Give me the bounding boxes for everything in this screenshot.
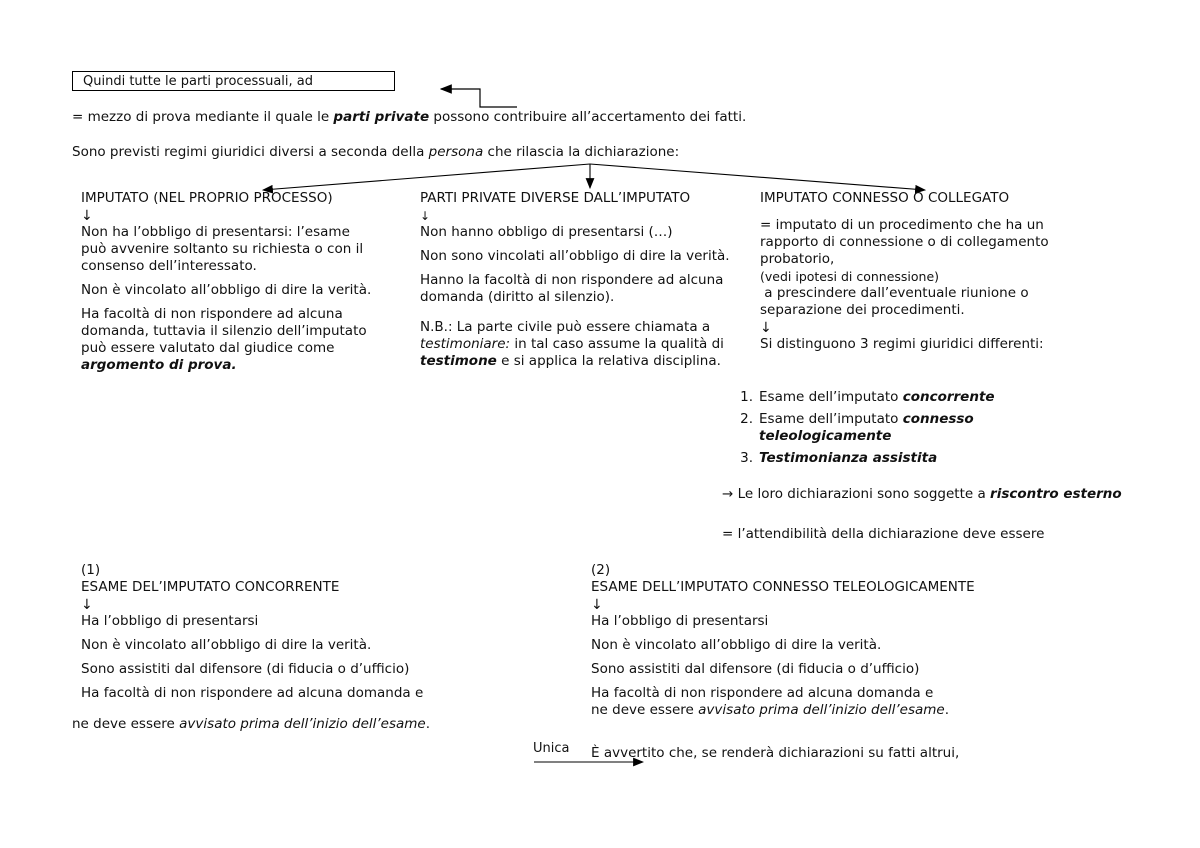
column-imputato-title: IMPUTATO (NEL PROPRIO PROCESSO) [81,190,333,206]
arrow-to-imputato-connesso [590,164,925,190]
p4b-suffix: . [944,702,950,718]
section-1-number: (1) [81,562,101,578]
section-1-p3: Sono assistiti dal difensore (di fiducia o d’ufficio) [81,661,410,677]
column-imputato-p2: Non è vincolato all’obbligo di dire la verità. [81,282,372,298]
p4b-italic: avvisato prima dell’inizio dell’esame [179,716,426,732]
column-imputato-connesso-small: (vedi ipotesi di connessione) [760,269,940,284]
intro-line [72,144,972,161]
p3-bold: argomento di prova. [81,357,237,373]
down-arrow-icon: ↓ [591,597,603,613]
box-pointer-arrow [441,89,517,107]
section-imputato-connesso-teleologicamente [591,562,1071,719]
column-imputato-connesso-regimes: Si distinguono 3 regimi giuridici differenti: [760,336,1044,352]
column-imputato-connesso-def2: a prescindere dall’eventuale riunione o separazione dei procedimenti. [760,285,1033,318]
note-bold: riscontro esterno [990,486,1122,502]
down-arrow-icon: ↓ [81,597,93,613]
intro-italic: persona [428,144,484,160]
p4b-italic: avvisato prima dell’inizio dell’esame [698,702,945,718]
p3-prefix: Ha facoltà di non rispondere ad alcuna domanda, tuttavia il silenzio dell’imputato può essere valutato dal giudice come [81,306,367,356]
column-imputato-connesso [760,190,1085,359]
column-parti-private-nb [420,319,750,370]
section-2-title: ESAME DELL’IMPUTATO CONNESSO TELEOLOGICAMENTE [591,579,975,595]
p4b-prefix: ne deve essere [591,702,699,718]
section-2-p1: Ha l’obbligo di presentarsi [591,613,769,629]
section-2-p4b [591,702,1071,719]
regimes-list [727,389,1057,467]
nb-italic: testimoniare: [420,336,511,352]
nb-1: N.B.: La parte civile può essere chiamata a [420,319,711,335]
regime-bold: connesso teleologicamente [759,411,974,444]
section-2-p4a: Ha facoltà di non rispondere ad alcuna domanda e [591,685,934,701]
note-prefix: Le loro dichiarazioni sono soggette a [733,486,991,502]
unica-label: Unica [533,741,570,756]
section-1-p4a: Ha facoltà di non rispondere ad alcuna domanda e [81,685,424,701]
section-1-p1: Ha l’obbligo di presentarsi [81,613,259,629]
column-parti-private-title: PARTI PRIVATE DIVERSE DALL’IMPUTATO [420,190,691,206]
column-parti-private-p2: Non sono vincolati all’obbligo di dire la verità. [420,248,730,264]
intro-prefix: Sono previsti regimi giuridici diversi a seconda della [72,144,429,160]
section-imputato-concorrente [81,562,521,702]
regime-item [727,450,1057,467]
p4b-prefix: ne deve essere [72,716,180,732]
down-arrow-icon: ↓ [760,320,772,336]
column-parti-private-p1: Non hanno obbligo di presentarsi (…) [420,224,673,240]
column-imputato-connesso-title: IMPUTATO CONNESSO O COLLEGATO [760,190,1010,206]
riscontro-note [722,485,1122,504]
arrow-to-imputato [263,164,590,190]
section-2-last-line: È avvertito che, se renderà dichiarazioni su fatti altrui, [591,745,960,761]
section-1-p2: Non è vincolato all’obbligo di dire la verità. [81,637,372,653]
nb-2: in tal caso assume la qualità di [510,336,724,352]
down-arrow-icon: ↓ [81,208,93,224]
definition-bold: parti private [333,109,430,125]
section-2-p3: Sono assistiti dal difensore (di fiducia o d’ufficio) [591,661,920,677]
attendibilita-note: = l’attendibilità della dichiarazione deve essere [722,526,1045,542]
nb-3: e si applica la relativa disciplina. [496,353,721,369]
section-2-number: (2) [591,562,611,578]
right-arrow-icon: → [722,486,734,502]
regime-item [727,411,1057,445]
column-imputato-p3 [81,306,376,374]
regime-bold: Testimonianza assistita [759,450,938,466]
intro-suffix: che rilascia la dichiarazione: [483,144,680,160]
nb-bold: testimone [420,353,497,369]
column-imputato-connesso-def1: = imputato di un procedimento che ha un rapporto di connessione o di collegamento probatorio, [760,217,1049,267]
p4b-suffix: . [425,716,431,732]
regime-prefix: Esame dell’imputato [759,411,903,427]
down-arrow-icon: ↓ [420,209,431,223]
column-parti-private [420,190,750,377]
column-imputato [81,190,376,381]
section-1-title: ESAME DEL’IMPUTATO CONCORRENTE [81,579,340,595]
summary-box [72,71,395,91]
column-imputato-p1: Non ha l’obbligo di presentarsi: l’esame può avvenire soltanto su richiesta o con il consenso dell’interessato. [81,224,364,274]
section-1-p4b [72,716,532,733]
column-parti-private-p3: Hanno la facoltà di non rispondere ad alcuna domanda (diritto al silenzio). [420,272,724,305]
regime-num: 3. [740,450,753,466]
definition-line [72,109,972,126]
definition-prefix: = mezzo di prova mediante il quale le [72,109,334,125]
regime-bold: concorrente [902,389,995,405]
regime-item [727,389,1057,406]
definition-suffix: possono contribuire all’accertamento dei fatti. [429,109,747,125]
regime-prefix: Esame dell’imputato [759,389,903,405]
summary-box-text: Quindi tutte le parti processuali, ad [83,74,313,89]
regime-num: 2. [740,411,753,427]
section-2-p2: Non è vincolato all’obbligo di dire la verità. [591,637,882,653]
regime-num: 1. [740,389,753,405]
